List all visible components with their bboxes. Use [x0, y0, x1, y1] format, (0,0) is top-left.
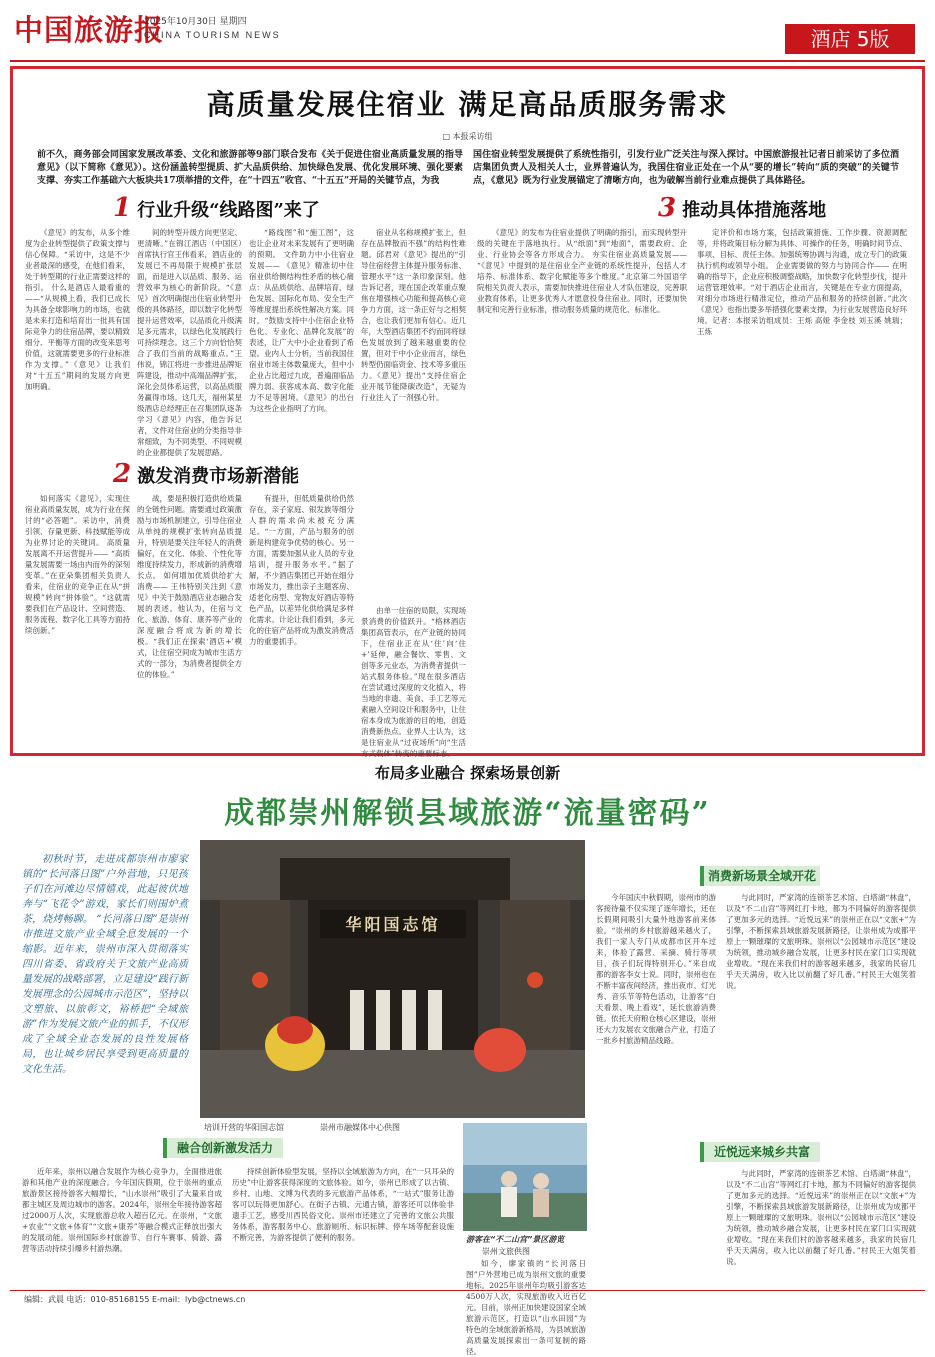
section-2-number: 2 [113, 459, 132, 489]
subhead-fusion: 融合创新激发活力 [163, 1138, 283, 1158]
feature-col-1: 近年来，崇州以融合发展作为核心竞争力，全面推进旅游和其他产业的深度融合。今年国庆假期，位于崇州的重点旅游景区接待游客大幅增长，“山水崇州”吸引了大量来自成都主城区及周边城市的游客。2024年，崇州全年接待游客超过2000万人次，实现旅游总收入超百亿元。在崇州，“文旅+农业”“文旅+体育”“文旅+康养”等融合模式正释放出强大的发展动能。崇州国际乡村旅游节、自行车赛事、骑游、露营等活动持续引爆乡村游热潮。 [22, 1167, 222, 1253]
feature-col-2: 持续创新体验型发展，坚持以全域旅游为方向，在“一只耳朵的历史”中让游客获得深度的文旅体验。如今，崇州已形成了以古镇、乡村、山地、文博为代表的多元旅游产品体系，“一站式”服务让游客可以玩得更加舒心。在街子古镇、元通古镇，游客还可以体验非遗手工艺，感受川西民俗文化。崇州市还建立了完善的文旅公共服务体系，游客服务中心、旅游厕所、标识标牌、停车场等配套设施不断完善，为游客提供了便利的服务。 [232, 1167, 454, 1242]
s1-col-3: “路线图”和“施工图”，这也让企业对未来发展有了更明确的预期。 文件助力中小住宿业发展—— 《意见》精准切中住宿业供给侧结构性矛盾的核心痛点：从品质供给、品牌培育、绿色发展、国际化布局、安全生产等维度提出系统性解决方案。同时，“鼓励支持中小住宿企业特色化、专业化、品牌化发展”的表述，让广大中小企业看到了希望。业内人士分析，当前我国住宿业市场主体数量庞大，但中小企业占比超过九成，普遍面临品牌力弱、获客成本高、数字化能力不足等困境。《意见》的出台为这些企业指明了方向。 [249, 228, 354, 413]
section-2-title: 激发消费市场新潜能 [137, 466, 300, 487]
photo2-caption-a: 游客在“不二山宫”景区游览 [466, 1235, 565, 1244]
s1-col-1: 《意见》的发布，从多个维度为企业转型提供了政策支撑与信心保障。“采访中，这是不少业者最深的感受，在他们看来，处于转型期的行业正需要这样的指引。 什么是酒店人最看重的——“从规模上看，我们已成长为具备全球影响力的市场，也就是未来打造和培育出一批具有国际竞争力的住宿品牌，要以精致细分、平衡等方面的改变来思考价值，这就需要更多的行业标准作为支撑。”《意见》让我们对“十五五”期间的发展方向更加明确。 [25, 228, 130, 391]
newspaper-english-name: CHINA TOURISM NEWS [144, 30, 281, 40]
secondary-photo [463, 1123, 587, 1231]
section-2-heading [113, 459, 299, 489]
feature-intro: 初秋时节，走进成都崇州市廖家镇的“长河落日图”户外营地，只见孩子们在河滩边尽情嬉戏，此起彼伏地奔与“飞花令”游戏，家长们则围炉煮茶，烧烤畅聊。 “长河落日图”是崇州市推进文旅产业全域全息发展的一个缩影。近年来，崇州市深入贯彻落实四川省委、省政府关于文旅产业高质量发展的战略部署，立足建设“践行新发展理念的公园城市示范区”，坚持以文塑旅、以旅彰文，裕桥把“全域旅游”作为发展文旅产业的抓手，不仅形成了全域全业态发展的良性发展格局，也让城乡居民享受到更高质量的文化生活。 [22, 854, 188, 1075]
photo2-caption-b: 崇州文旅供图 [482, 1247, 530, 1256]
subhead-scenes: 消费新场景全域开花 [700, 866, 820, 886]
masthead-divider [10, 60, 925, 62]
section-3-number: 3 [658, 193, 677, 223]
s2-col-3: 有提升，但低质量供给仍然存在，亲子家庭、银发族等细分人群的需求尚未被充分满足。“一方面，产品与服务的创新是构建竞争优势的核心。另一方面，需要加强从业人员的专业培训，提升服务水平。”据了解，不少酒店集团已开始在细分市场发力，推出亲子主题客房、适老化房型、宠物友好酒店等特色产品，以差异化供给满足多样化需求。计论让我们看到，多元化的住宿产品将成为激发消费活力的重要抓手。 [249, 494, 354, 646]
s2-col-1: 如何落实《意见》，实现住宿业高质量发展，成为行业在探讨的“必答题”。采访中，消费引领、存量更新、科技赋能等成为业界讨论的关键词。 高质量发展离不开运营提升—— “高质量发展需要一场由内而外的深刻变革。”在亚朵集团相关负责人看来，住宿业的竞争正在从“拼规模”转向“拼体验”。“这就需要我们在产品设计、空间营造、服务流程、数字化工具等方面持续创新。” [25, 494, 130, 635]
feature-col-3: 如今，廖家镇的“长河落日图”户外营地已成为崇州文旅的重要地标。2025年崇州年均吸引游客达4500万人次，实现旅游收入近百亿元。目前，崇州正加快建设国家全域旅游示范区，打造以“山水田园”为特色的全域旅游新格局，为县域旅游高质量发展探索出一条可复制的路径。 [466, 1259, 586, 1356]
section-1-title: 行业升级“线路图”来了 [137, 200, 320, 221]
section-1-number: 1 [113, 193, 132, 223]
feature-col-5: 与此同时，严家湾的连锁茶艺术馆、白塔湖“林盘”，以及“不二山宫”等网红打卡地，都为不同偏好的游客提供了更加多元的选择。“近悦远来”的崇州正在以“文旅+”为引擎，不断探索县域旅游发展新路径，让崇州成为成都平原上一颗璀璨的文旅明珠。崇州以“公园城市示范区”建设为统领，推动城乡融合发展，让更多村民在家门口实现就业增收。“现在来我们村的游客越来越多，我家的民宿几乎天天满房，收入比以前翻了好几番。”村民王大姐笑着说。 [726, 893, 916, 990]
feature-headline: 成都崇州解锁县域旅游“流量密码” [224, 796, 711, 831]
newspaper-logo: 中国旅游报 [14, 13, 165, 47]
s1-col-4: 宿业从名称规模扩张上，但存在品牌散而不强”的结构性难题。邱君对《意见》提出的“引导住宿经营主体提升服务标准、管理水平”这一条印象深刻。他告诉记者，现在国企改革重点聚焦在增强核心功能和提高核心竞争力方面，这一条正好与之相契合，也让我们更加有信心。近几年，大型酒店集团不约而同将绿色发展放到了越来越重要的位置，但对于中小企业而言，绿色转型仍面临资金、技术等多重压力。《意见》提出“支持住宿企业开展节能降碳改造”，无疑为行业注入了一剂强心针。 [361, 228, 466, 402]
s3-col-1: 《意见》的发布为住宿业提供了明确的指引，而实现转型升级的关键在于落地执行。从“纸面”到“地面”，需要政府、企业、行业协会等各方形成合力。 夯实住宿业高质量发展—— “《意见》中提到的是住宿业全产业链的系统性提升，包括人才培养、标准体系、数字化赋能等多个维度。”北京第二外国语学院相关负责人表示，需要加快推进住宿业人才队伍建设，完善职业教育体系，让更多优秀人才愿意投身住宿业。同时，还要加快制定和完善行业标准，推动服务质量的规范化、标准化。 [477, 228, 687, 314]
photo-caption-left: 培训开营的华阳国志馆 [204, 1123, 284, 1132]
s2-col-4: 由单一住宿的局限，实现场景消费的价值跃升。“格林酒店集团高管表示，在产业链的协同下，住宿业正在从‘住’向‘住+’延伸，融合餐饮、零售、文创等多元业态，为消费者提供一站式服务体验。”现在很多酒店在尝试通过深度的文化植入，将当地的非遗、美食、手工艺等元素融入空间设计和服务中，让住宿本身成为旅游的目的地，创造消费新热点。业界人士认为，这是住宿业从“过夜场所”向“生活方式载体”转变的重要标志。 [361, 606, 466, 758]
section-3-heading [658, 193, 826, 223]
lead-paragraph-right: 国住宿业转型发展提供了系统性指引，引发行业广泛关注与深入探讨。中国旅游报社记者日前采访了多位酒店集团负责人及相关人士，业界普遍认为，我国住宿业正处在一个从“要的增长”转向“质的突破”的关键节点，《意见》既为行业发展锚定了清晰方向，也为破解当前行业难点提供了具体路径。 [473, 150, 899, 186]
s3-col-2: 定评价和市场方案，包括政策措施、工作步骤、资源调配等，并将政策目标分解为具体、可操作的任务，明确时间节点、事项、目标、责任主体。加强统筹协调与沟通，成立专门的政策执行机构或领导小组。 企业需要做的努力与协同合作—— 在明确的指导下，企业应积极调整战略，加快数字化转型步伐，提升运营管理效率。“对于酒店企业而言，关键是在专业方面提高，对细分市场进行精准定位，推动产品和服务的持续创新。”此次《意见》也指出要多举措强化要素支撑，为行业发展营造良好环境。记者：本报采访组成员：王烁 高娅 李金枝 刘玉溪 姚瑞；王炼 [697, 228, 907, 336]
feature-col-4: 今年国庆中秋假期，崇州市的游客接待量不仅实现了逐年增长，还在长假期间吸引大量外地游客前来体验。“崇州的乡村旅游越来越火了，我们一家人专门从成都市区开车过来，体验了露营、采摘、骑行等项目，孩子们玩得特别开心。”来自成都的游客李女士说。同时，崇州也在不断丰富夜间经济，推出夜市、灯光秀、音乐节等特色活动，让游客“白天看景、晚上看戏”，延长旅游消费链。依托天府粮仓核心区建设，崇州还大力发展农文旅融合产业，打造了一批乡村旅游精品线路。 [596, 893, 716, 1045]
feature-subtitle: 布局多业融合 探索场景创新 [374, 764, 561, 782]
photo-caption-right: 崇州市融媒体中心供图 [320, 1123, 400, 1132]
s2-col-2: 战，要是积极打造供给质量的全链性问题。需要通过政策激励与市场机制建立，引导住宿业从单纯的规模扩张转向品质提升，特别是要关注年轻人的消费偏好，在文化、体验、个性化等维度持续发力，形成新的消费增长点。 如何增加优质供给扩大消费—— 王伟特别关注到《意见》中关于鼓励酒店业态融合发展的表述。他认为，住宿与文化、旅游、体育、康养等产业的深度融合将成为新的增长极。“我们正在探索‘酒店+’模式，让住宿空间成为城市生活方式的一部分，为消费者提供全方位的体验。” [137, 494, 242, 679]
section-badge: 酒店 5版 [785, 24, 915, 54]
section-1-heading [113, 193, 320, 223]
top-story-byline: □ 本报采访组 [442, 132, 493, 141]
footer-divider [10, 1290, 925, 1291]
feature-col-6: 与此同时，严家湾的连锁茶艺术馆、白塔湖“林盘”，以及“不二山宫”等网红打卡地，都为不同偏好的游客提供了更加多元的选择。“近悦远来”的崇州正在以“文旅+”为引擎，不断探索县域旅游发展新路径，让崇州成为成都平原上一颗璀璨的文旅明珠。崇州以“公园城市示范区”建设为统领，推动城乡融合发展，让更多村民在家门口实现就业增收。“现在来我们村的游客越来越多，我家的民宿几乎天天满房，收入比以前翻了好几番。”村民王大姐笑着说。 [726, 1169, 916, 1266]
main-photo [200, 840, 585, 1118]
secondary-photo-illustration [463, 1123, 587, 1231]
lead-paragraph-left: 前不久，商务部会同国家发展改革委、文化和旅游部等9部门联合发布《关于促进住宿业高质量发展的指导意见》（以下简称《意见》）。这份涵盖转型提质、扩大品质供给、加快绿色发展、优化发展环境、强化要素支撑、夯实工作基础六大板块共17项举措的文件，在“十四五”收官、“十五五”开局的关键节点，为我 [37, 150, 463, 186]
subhead-prosperity: 近悦远来城乡共富 [700, 1142, 820, 1162]
issue-date: 2025年10月30日 星期四 [144, 17, 247, 27]
top-story-headline: 高质量发展住宿业 满足高品质服务需求 [206, 88, 729, 121]
photo-sign-text: 华阳国志馆 [345, 915, 441, 934]
footer-editor-info: 编辑：武晨 电话：010-85168155 E-mail：lyb@ctnews.cn [24, 1295, 246, 1304]
s1-col-2: 间的转型升级方向更坚定、更清晰。”在锦江酒店（中国区）首席执行官王伟看来，酒店业的发展已不再局限于规模扩张层面，而是进入以品质、服务、运营效率为核心的新阶段。“《意见》首次明确提出住宿业转型升级的具体路径，即以数字化转型提升运营效率，以品质化升级满足多元需求，以绿色化发展践行可持续理念。这三个方向恰恰契合了我们当前的战略重点。”王伟说，锦江将进一步推进品牌矩阵建设，推动中高端品牌扩张，深化会员体系运营，以高品质服务赢得市场。这几天，福州某星级酒店总经理正在召集团队逐条学习《意见》内容，他告诉记者，文件对住宿业的分类指导非常细致，为不同类型、不同规模的企业都提供了发展思路。 [137, 228, 242, 457]
top-story-frame [10, 66, 925, 756]
main-photo-illustration [200, 840, 585, 1118]
section-3-title: 推动具体措施落地 [682, 200, 827, 221]
masthead [0, 0, 935, 64]
